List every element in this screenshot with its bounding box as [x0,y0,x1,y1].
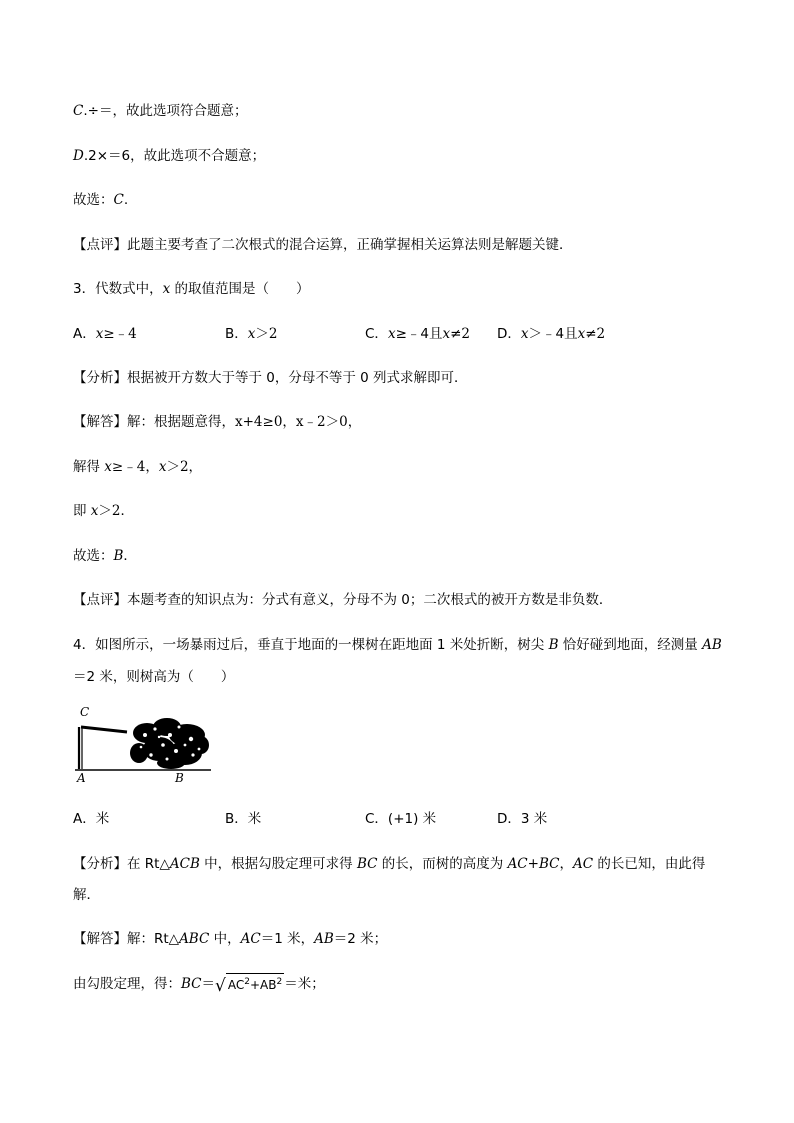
opt-text: ≠2 [450,326,470,342]
comment-3: 【点评】本题考查的知识点为：分式有意义，分母不为 0；二次根式的被开方数是非负数． [73,592,613,608]
radical-sign-icon: √ [215,976,226,996]
line-option-d-conclusion [73,147,265,165]
point-label-c: C [80,705,90,719]
q3-option-b [225,325,277,343]
text: 3．代数式中， [73,281,163,297]
var-x: x [442,326,451,342]
q4-option-c: C．(+1) 米 [365,811,437,827]
text: 【解答】解：根据题意得， [73,414,235,430]
analysis-4-line2: 解． [73,887,100,903]
label-c: C [73,103,84,119]
var-x: x [90,503,99,519]
triangle-abc: ABC [179,931,210,947]
point-label-b: B [175,771,184,785]
triangle-acb: ACB [169,856,200,872]
var-x: x [247,326,256,342]
exponent: 2 [276,977,283,987]
var-x: x [95,326,104,342]
seg-bc: BC [181,976,202,992]
q4-option-b: B．米 [225,811,262,827]
analysis-3: 【分析】根据被开方数大于等于 0，分母不等于 0 列式求解即可． [73,370,468,386]
var-x: x [520,326,529,342]
math: ≥﹣4， [111,459,159,475]
line-option-c-conclusion [73,102,247,120]
solution-4-step2 [73,973,325,995]
line-answer-2 [73,191,128,209]
seg-ac: AC [240,931,261,947]
answer-letter: B [113,548,124,564]
text: 解得 [73,459,105,475]
text: 【分析】在 Rt△ [73,856,170,872]
var-x: x [387,326,396,342]
opt-label: B． [225,326,248,342]
opt-text: ≥﹣4 [103,326,137,342]
q3-option-d [497,325,605,343]
var-x: x [162,281,171,297]
q3-option-a [73,325,137,343]
text: 的长已知，由此得 [593,856,706,872]
text: 由勾股定理，得： [73,976,181,992]
text: 故选： [73,192,114,208]
radicand-ab: +AB [249,978,277,992]
math: ＞2． [98,503,135,519]
var-x: x [158,459,167,475]
math: x+4≥0，x﹣2＞0， [235,414,362,430]
answer-3 [73,547,137,565]
solution-4 [73,930,387,948]
square-root-expression [215,973,284,995]
text: ＝ [201,976,216,992]
text: 中，根据勾股定理可求得 [199,856,357,872]
expr-acbc: AC+BC [507,856,560,872]
opt-text: ＞﹣4且 [528,326,578,342]
text: . [123,192,129,208]
math: ＞2， [166,459,203,475]
point-label-a: A [77,771,86,785]
radicand [226,973,284,993]
text: 【解答】解：Rt△ [73,931,180,947]
broken-tree-illustration [75,705,215,787]
text: .÷＝，故此选项符合题意； [83,103,248,119]
seg-ac: AC [572,856,594,872]
solution-3-step2 [73,458,202,476]
text: ＝米； [284,976,325,992]
opt-label: A． [73,326,96,342]
analysis-4-line1 [73,855,705,873]
exponent: 2 [244,977,250,987]
var-x: x [104,459,112,475]
var-x: x [577,326,586,342]
text: ＝2 米； [333,931,388,947]
q4-option-a: A．米 [73,811,110,827]
answer-letter: C [113,192,124,208]
radicand-ac: AC [227,978,245,992]
question-4-line1 [73,636,722,654]
text: ＝1 米， [260,931,315,947]
text: 即 [73,503,91,519]
solution-3-step3 [73,502,134,520]
var-ab: AB [702,637,722,653]
opt-text: ＞2 [255,326,278,342]
text: ， [559,856,573,872]
text: 4．如图所示，一场暴雨过后，垂直于地面的一棵树在距地面 1 米处折断，树尖 [73,637,549,653]
text: 的长，而树的高度为 [377,856,508,872]
var-b: B [548,637,559,653]
seg-bc: BC [356,856,378,872]
text: .2×＝6，故此选项不合题意； [83,148,266,164]
text: ． [123,548,137,564]
question-4-line2: ＝2 米，则树高为（ ） [73,669,235,685]
opt-label: C． [365,326,388,342]
opt-text: ≥﹣4且 [395,326,443,342]
q3-option-c [365,325,470,343]
seg-ab: AB [314,931,334,947]
text: 中， [209,931,241,947]
opt-text: ≠2 [585,326,606,342]
text: 故选： [73,548,114,564]
opt-label: D． [497,326,521,342]
broken-tree-figure [75,705,215,787]
label-d: D [73,148,84,164]
question-3 [73,280,310,298]
text: 的取值范围是（ ） [170,281,310,297]
q4-option-d: D．3 米 [497,811,548,827]
solution-3 [73,413,361,431]
text: 恰好碰到地面，经测量 [558,637,703,653]
comment-2: 【点评】此题主要考查了二次根式的混合运算，正确掌握相关运算法则是解题关键． [73,237,573,253]
